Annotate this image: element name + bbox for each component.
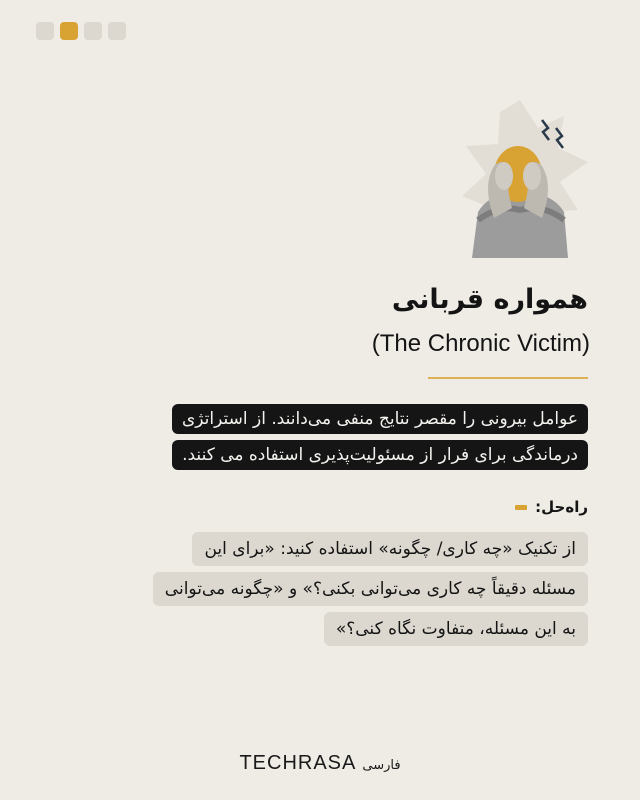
- stressed-man-holding-head-icon: [460, 100, 590, 258]
- pagination-dot-active[interactable]: [60, 22, 78, 40]
- solution-heading: [515, 498, 588, 516]
- pagination-dots: [36, 22, 126, 40]
- pagination-dot[interactable]: [36, 22, 54, 40]
- description-line: درماندگی برای فرار از مسئولیت‌پذیری استفاده می کنند.: [172, 440, 588, 470]
- description-block: [172, 404, 588, 476]
- pagination-dot[interactable]: [108, 22, 126, 40]
- divider: [428, 377, 588, 379]
- footer-logo: [0, 752, 640, 775]
- solution-line: مسئله دقیقاً چه کاری می‌توانی بکنی؟» و «چگونه می‌توانی: [153, 572, 588, 606]
- solution-block: [153, 532, 588, 652]
- solution-heading-label: راه‌حل:: [535, 498, 588, 516]
- brand-suffix: فارسی: [362, 758, 401, 773]
- description-line: عوامل بیرونی را مقصر نتایج منفی می‌دانند. از استراتژی: [172, 404, 588, 434]
- page-title: همواره قربانی: [391, 284, 588, 315]
- page-subtitle: (The Chronic Victim): [371, 330, 590, 357]
- solution-line: به این مسئله، متفاوت نگاه کنی؟»: [324, 612, 588, 646]
- brand-name: TECHRASA: [239, 752, 357, 774]
- pagination-dot[interactable]: [84, 22, 102, 40]
- solution-line: از تکنیک «چه کاری/ چگونه» استفاده کنید: «برای این: [192, 532, 588, 566]
- bullet-icon: [515, 505, 527, 510]
